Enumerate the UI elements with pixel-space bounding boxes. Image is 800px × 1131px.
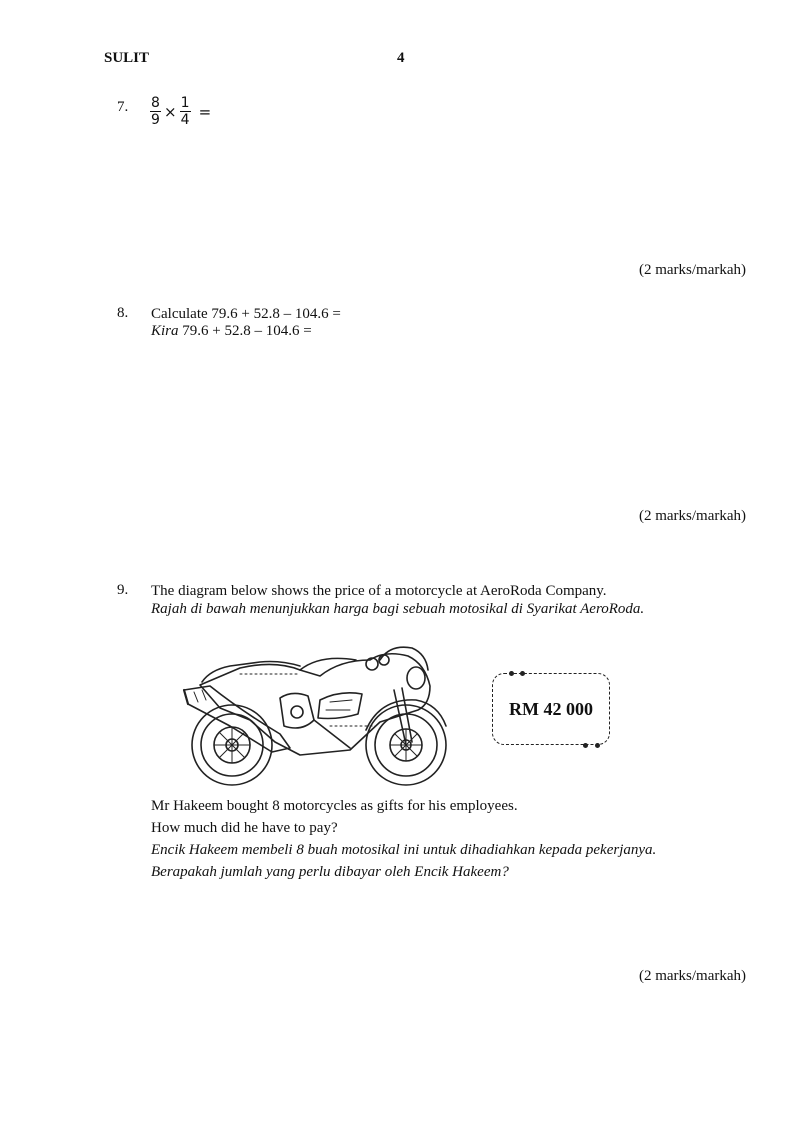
q8-marks: (2 marks/markah) xyxy=(638,508,746,524)
tag-corner-dot xyxy=(595,743,600,748)
q9-marks: (2 marks/markah) xyxy=(638,968,746,984)
q8-text-english: Calculate 79.6 + 52.8 – 104.6 = xyxy=(151,306,341,322)
q9-intro-english: The diagram below shows the price of a motorcycle at AeroRoda Company. xyxy=(151,583,607,599)
tag-corner-dot xyxy=(583,743,588,748)
q9-intro-malay: Rajah di bawah menunjukkan harga bagi sebuah motosikal di Syarikat AeroRoda. xyxy=(151,601,645,617)
q8-number: 8. xyxy=(117,305,129,321)
tag-corner-dot xyxy=(509,671,514,676)
price-label: RM 42 000 xyxy=(509,698,593,719)
q7-multiply-sign: × xyxy=(164,102,177,121)
q9-body-english-1: Mr Hakeem bought 8 motorcycles as gifts for his employees. xyxy=(151,798,518,814)
price-tag xyxy=(492,673,610,745)
q7-equals-sign: = xyxy=(198,102,212,121)
q9-body-malay-1: Encik Hakeem membeli 8 buah motosikal ini untuk dihadiahkan kepada pekerjanya. xyxy=(151,842,657,858)
header-sulit: SULIT xyxy=(104,50,150,66)
q7-frac1-numerator: 8 xyxy=(151,95,160,111)
q9-number: 9. xyxy=(117,582,129,598)
page-number: 4 xyxy=(397,50,405,66)
q9-body-english-2: How much did he have to pay? xyxy=(151,820,338,836)
q7-frac1-denominator: 9 xyxy=(151,112,160,128)
motorcycle-illustration xyxy=(180,630,455,790)
q7-number: 7. xyxy=(117,99,129,115)
q8-malay-expression: 79.6 + 52.8 – 104.6 = xyxy=(178,323,312,339)
q7-frac2-denominator: 4 xyxy=(180,112,190,128)
q7-expression xyxy=(150,95,214,128)
q8-text-malay xyxy=(151,321,312,342)
q9-body-malay-2: Berapakah jumlah yang perlu dibayar oleh Encik Hakeem? xyxy=(151,864,509,880)
q7-frac2-numerator: 1 xyxy=(180,95,190,111)
tag-corner-dot xyxy=(520,671,525,676)
q7-fraction-1 xyxy=(150,95,161,128)
q7-fraction-2 xyxy=(180,95,191,128)
q7-marks: (2 marks/markah) xyxy=(638,262,746,278)
q8-kira-word: Kira xyxy=(151,323,179,339)
